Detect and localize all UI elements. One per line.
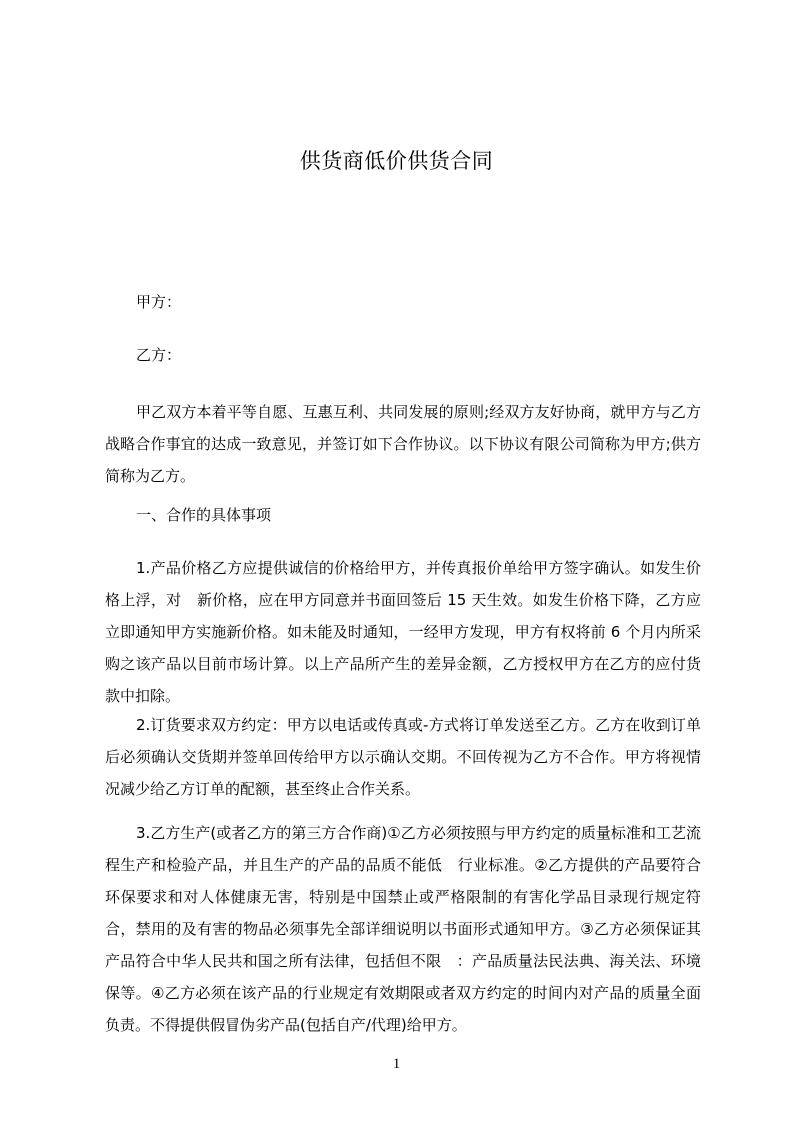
preamble-paragraph: 甲乙双方本着平等自愿、互惠互利、共同发展的原则;经双方友好协商，就甲方与乙方战略合作事宜的达成一致意见，并签订如下合作协议。以下协议有限公司简称为甲方;供方简称为乙方。	[105, 403, 701, 485]
page-number: 1	[392, 1056, 401, 1072]
section-heading: 一、合作的具体事项	[136, 506, 272, 524]
document-title: 供货商低价供货合同	[299, 149, 494, 173]
party-b-label: 乙方：	[136, 346, 182, 364]
clause-paragraph-2: 2.订货要求双方约定：甲方以电话或传真或-方式将订单发送至乙方。乙方在收到订单后必须确认交货期并签单回传给甲方以示确认交期。不回传视为乙方不合作。甲方将视情况减少给乙方订单的配额，甚至终止合作关系。	[105, 716, 701, 798]
clause-paragraph-3: 3.乙方生产(或者乙方的第三方合作商)①乙方必须按照与甲方约定的质量标准和工艺流程生产和检验产品，并且生产的产品的品质不能低 行业标准。②乙方提供的产品要符合环保要求和对人体健康无害，特别是中国禁止或严格限制的有害化学品目录现行规定符合，禁用的及有害的物品必须事先全部详细说明以书面形式通知甲方。③乙方必须保证其产品符合中华人民共和国之所有法律，包括但不限 ：产品质量法民法典、海关法、环境保等。④乙方必须在该产品的行业规定有效期限或者双方约定的时间内对产品的质量全面负责。不得提供假冒伪劣产品(包括自产/代理)给甲方。	[105, 824, 701, 1034]
party-a-label: 甲方：	[136, 293, 182, 311]
clause-paragraph-1: 1.产品价格乙方应提供诚信的价格给甲方，并传真报价单给甲方签字确认。如发生价格上浮，对 新价格，应在甲方同意并书面回签后 15 天生效。如发生价格下降，乙方应立即通知甲方实施新价格。如未能及时通知，一经甲方发现，甲方有权将前 6 个月内所采购之该产品以目前市场计算。以上产品所产生的差异金额，乙方授权甲方在乙方的应付货款中扣除。	[105, 559, 701, 705]
